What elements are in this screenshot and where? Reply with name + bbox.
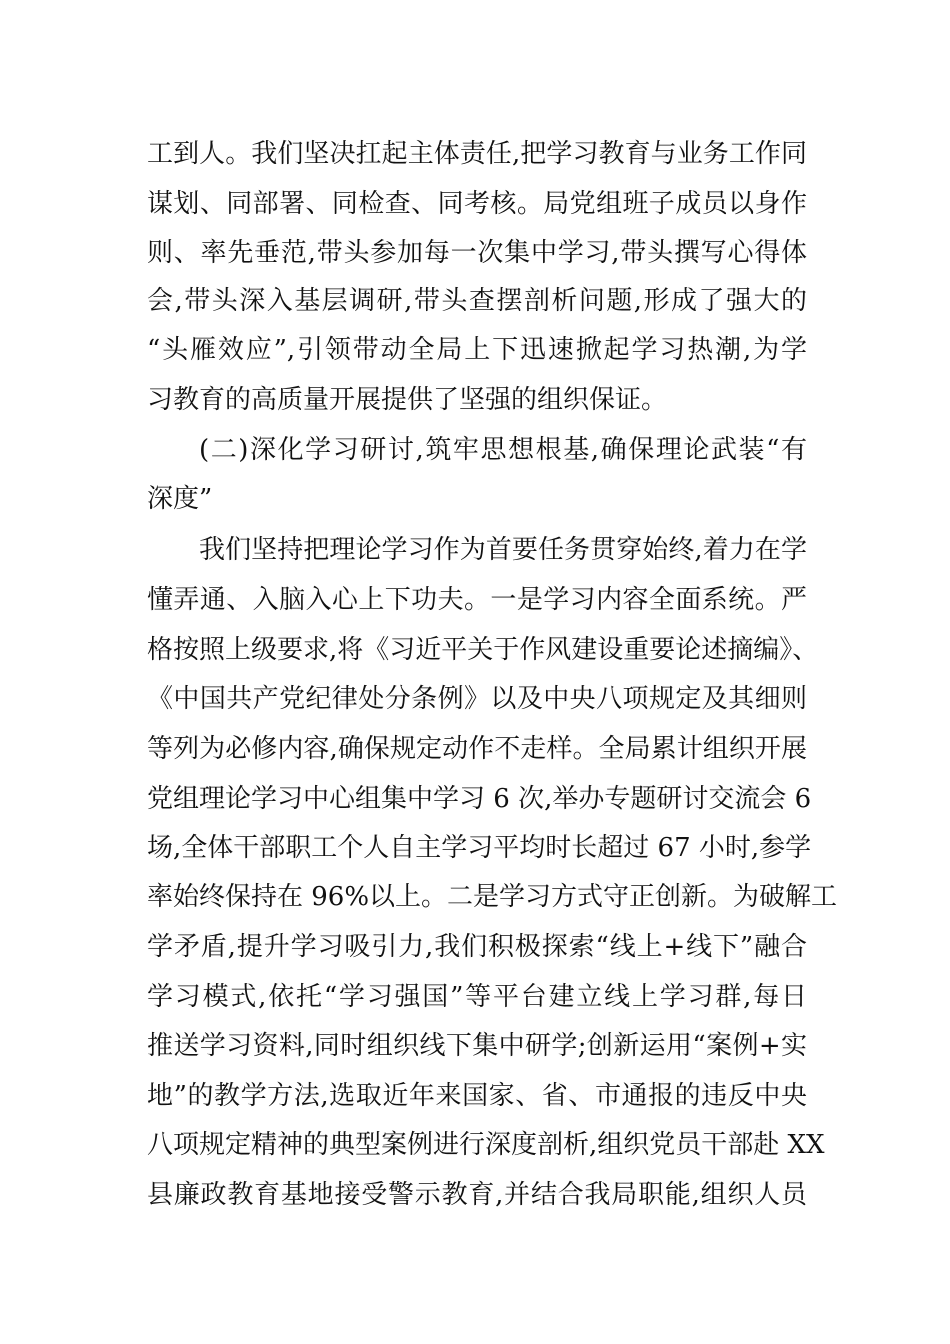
text-line: 八项规定精神的典型案例进行深度剖析,组织党员干部赴 XX (147, 1130, 825, 1160)
text-line: 地”的教学方法,选取近年来国家、省、市通报的违反中央 (147, 1081, 807, 1111)
text-line: 场,全体干部职工个人自主学习平均时长超过 67 小时,参学 (147, 833, 812, 863)
text-line: 格按照上级要求,将《习近平关于作风建设重要论述摘编》、 (147, 635, 819, 665)
text-line: 《中国共产党纪律处分条例》以及中央八项规定及其细则 (147, 684, 807, 714)
section-heading-continued: 深度” (147, 484, 213, 514)
text-line: 党组理论学习中心组集中学习 6 次,举办专题研讨交流会 6 (147, 784, 812, 814)
text-line: 谋划、同部署、同检查、同考核。局党组班子成员以身作 (147, 189, 807, 219)
text-line: 懂弄通、入脑入心上下功夫。一是学习内容全面系统。严 (147, 585, 807, 615)
text-line: 会,带头深入基层调研,带头查摆剖析问题,形成了强大的 (147, 286, 807, 316)
text-line: 则、率先垂范,带头参加每一次集中学习,带头撰写心得体 (147, 238, 807, 268)
text-line: 工到人。我们坚决扛起主体责任,把学习教育与业务工作同 (147, 139, 807, 169)
text-line: 推送学习资料,同时组织线下集中研学;创新运用“案例+实 (147, 1031, 807, 1061)
text-line: 县廉政教育基地接受警示教育,并结合我局职能,组织人员 (147, 1180, 807, 1210)
text-line: 率始终保持在 96%以上。二是学习方式守正创新。为破解工 (147, 882, 838, 912)
text-line: 等列为必修内容,确保规定动作不走样。全局累计组织开展 (147, 734, 807, 764)
section-heading: (二)深化学习研讨,筑牢思想根基,确保理论武装“有 (199, 435, 807, 465)
paragraph-first-line: 我们坚持把理论学习作为首要任务贯穿始终,着力在学 (199, 535, 807, 565)
text-line: 习教育的高质量开展提供了坚强的组织保证。 (147, 385, 668, 415)
text-line: 学矛盾,提升学习吸引力,我们积极探索“线上+线下”融合 (147, 932, 807, 962)
text-line: “头雁效应”,引领带动全局上下迅速掀起学习热潮,为学 (147, 335, 807, 365)
text-line: 学习模式,依托“学习强国”等平台建立线上学习群,每日 (147, 982, 807, 1012)
